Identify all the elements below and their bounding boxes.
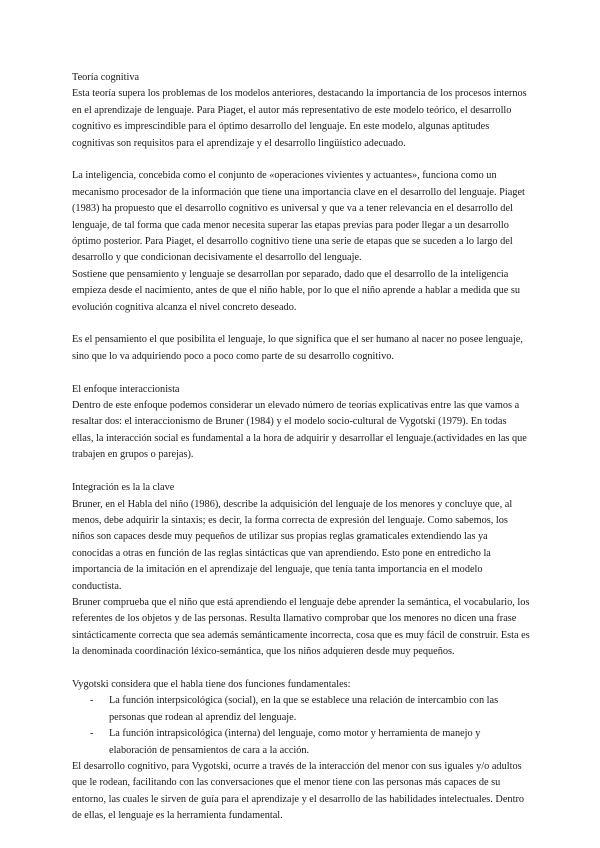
list-item: - La función interpsicológica (social), en la que se establece una relación de intercambio con las personas que rodean al aprendiz del lenguaje.: [72, 693, 530, 726]
function-list: [72, 693, 530, 759]
paragraph: Bruner comprueba que el niño que está aprendiendo el lenguaje debe aprender la semántica, el vocabulario, los referentes de los objetos y de las personas. Resulta llamativo comprobar que los menores no dicen una frase sintácticamente correcta que sea además semánticamente incorrecta, cosa que es muy fácil de construir. Esta es la denominada coordinación léxico-semántica, que los niños adquieren desde muy pequeños.: [72, 596, 530, 658]
document-body: [72, 70, 530, 825]
paragraph: El desarrollo cognitivo, para Vygotski, ocurre a través de la interacción del menor con sus iguales y/o adultos que le rodean, facilitando con las conversaciones que el menor tiene con las personas más capaces de su entorno, las cuales le sirven de guía para el aprendizaje y el desarrollo de las habilidades intelectuales. Dentro de ellas, el lenguaje es la herramienta fundamental.: [72, 760, 525, 822]
paragraph-vygotski-intro: Vygotski considera que el habla tiene dos funciones fundamentales:: [72, 678, 351, 690]
paragraph-gap: [72, 316, 530, 332]
paragraph: Bruner, en el Habla del niño (1986), describe la adquisición del lenguaje de los menores y concluye que, al menos, debe adquirir la sintaxis; es decir, la forma correcta de expresión del lenguaje. Como sabemos, los niños son capaces desde muy pequeños de utilizar sus propias reglas gramaticales extendiendo las ya conocidas a otras en función de las reglas sintácticas que van aprendiendo. Esto pone en entredicho la importancia de la imitación en el aprendizaje del lenguaje, que tenía tanta importancia en el modelo conductista.: [72, 498, 513, 592]
paragraph-gap: [72, 152, 530, 168]
heading-integration: Integración es la la clave: [72, 482, 175, 494]
paragraph: Es el pensamiento el que posibilita el lenguaje, lo que significa que el ser humano al nacer no posee lenguaje, sino que lo va adquiriendo poco a poco como parte de su desarrollo cognitivo.: [72, 334, 523, 362]
paragraph: La inteligencia, concebida como el conjunto de «operaciones vivientes y actuantes», funciona como un mecanismo procesador de la información que tiene una importancia clave en el desarrollo del lenguaje. Piaget (1983) ha propuesto que el desarrollo cognitivo es universal y que va a tener relevancia en el desarrollo del lenguaje, de tal forma que cada menor necesita superar las etapas previas para poder llegar a un desarrollo óptimo posterior. Para Piaget, el desarrollo cognitivo tiene una serie de etapas que se suceden a lo largo del desarrollo y que condicionan decisivamente el desarrollo del lenguaje.: [72, 170, 525, 264]
heading-interactionist: El enfoque interaccionista: [72, 383, 180, 395]
paragraph-gap: [72, 464, 530, 480]
paragraph: Dentro de este enfoque podemos considerar un elevado número de teorías explicativas entre las que vamos a resaltar dos: el interaccionismo de Bruner (1984) y el modelo socio-cultural de Vygotski (1979). En todas ellas, la interacción social es fundamental a la hora de adquirir y desarrollar el lenguaje.(actividades en las que trabajen en grupos o parejas).: [72, 400, 527, 461]
paragraph-gap: [72, 661, 530, 677]
paragraph: Sostiene que pensamiento y lenguaje se desarrollan por separado, dado que el desarrollo de la inteligencia empieza desde el nacimiento, antes de que el niño hable, por lo que el niño aprende a hablar a medida que su evolución cognitiva alcanza el nivel concreto deseado.: [72, 268, 521, 313]
paragraph-gap: [72, 365, 530, 381]
paragraph: Esta teoría supera los problemas de los modelos anteriores, destacando la importancia de los procesos internos en el aprendizaje de lenguaje. Para Piaget, el autor más representativo de este modelo teórico, el desarrollo cognitivo es imprescindible para el óptimo desarrollo del lenguaje. En este modelo, algunas aptitudes cognitivas son requisitos para el aprendizaje y el desarrollo lingüístico adecuado.: [72, 88, 527, 149]
list-item: - La función intrapsicológica (interna) del lenguaje, como motor y herramienta de manejo y elaboración de pensamientos de cara a la acción.: [72, 726, 530, 759]
heading-cognitive-theory: Teoría cognitiva: [72, 72, 140, 83]
